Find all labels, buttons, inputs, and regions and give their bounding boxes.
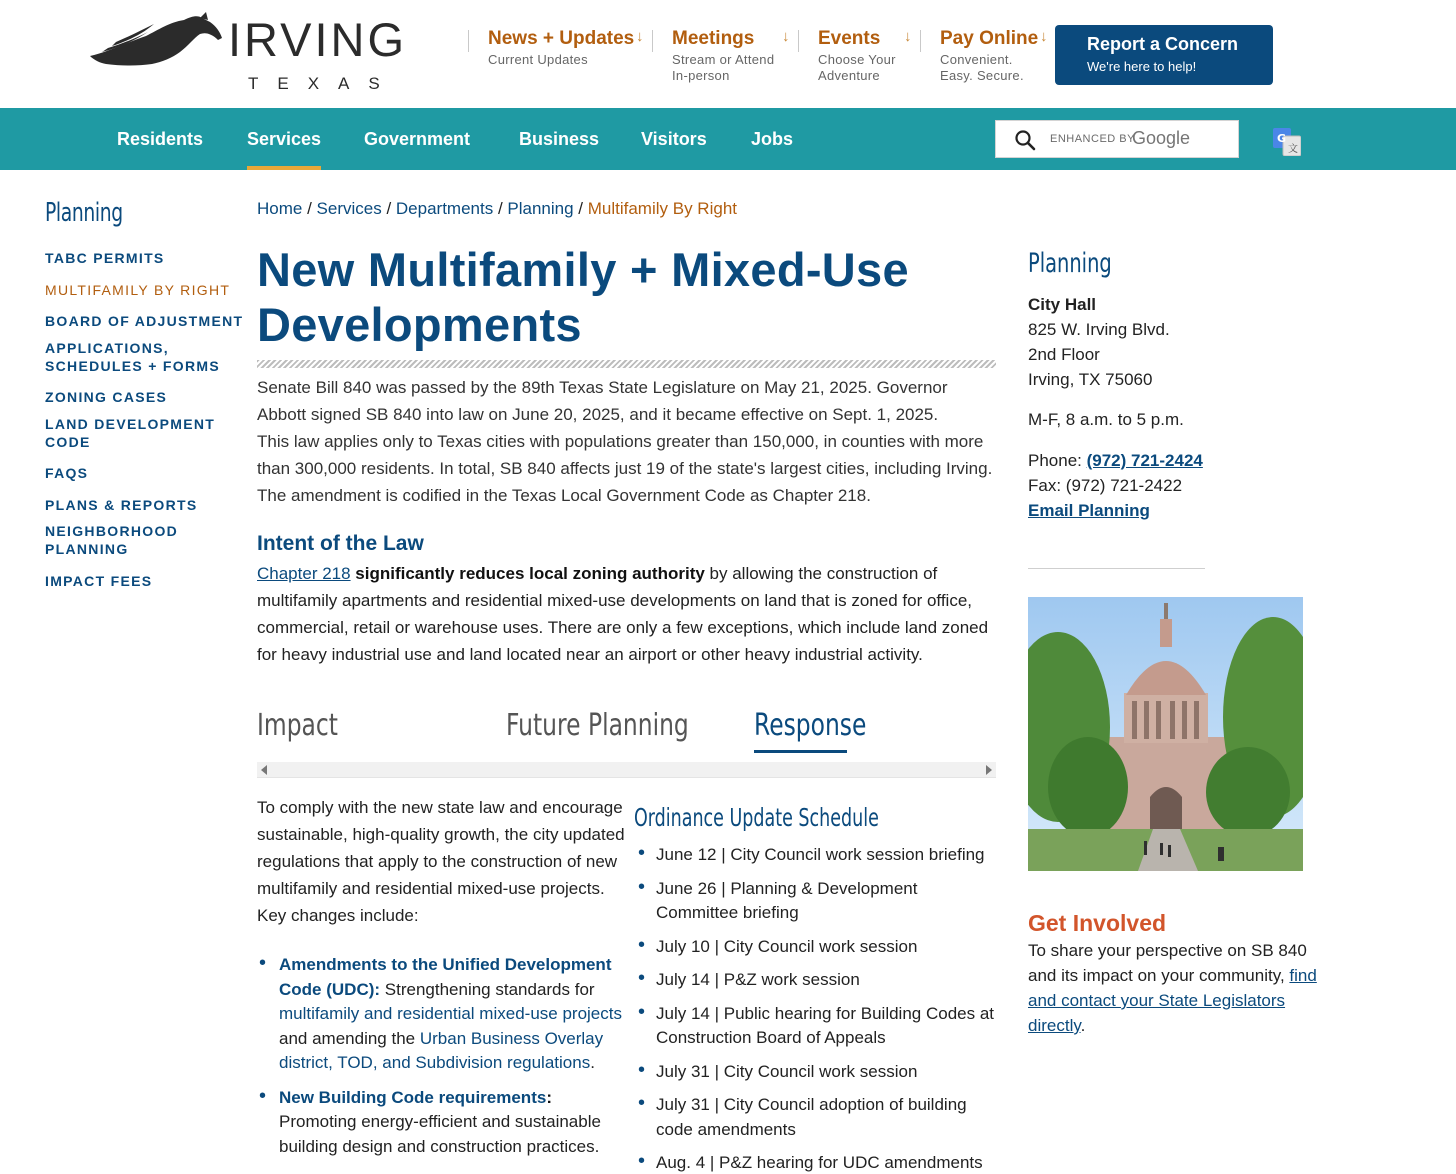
list-text: Promoting energy-efficient and sustainable building design and construction practices. <box>279 1112 601 1156</box>
intent-heading: Intent of the Law <box>257 532 424 555</box>
tab-response[interactable]: Response <box>754 708 867 743</box>
google-label: Google <box>1132 128 1191 148</box>
quick-link-sub: Convenient. <box>940 52 1013 67</box>
quick-link-sub: Adventure <box>818 68 880 83</box>
contact-title: Planning <box>1028 248 1112 279</box>
contact-address-line1: 825 W. Irving Blvd. <box>1028 320 1170 339</box>
quick-link-title: Meetings <box>672 28 755 49</box>
horse-logo-icon <box>88 12 228 70</box>
get-involved-heading: Get Involved <box>1028 910 1167 936</box>
quick-link-title: Pay Online <box>940 28 1039 49</box>
side-link-plans-reports[interactable]: PLANS & REPORTS <box>45 497 198 513</box>
urban-business-overlay-link[interactable]: Urban Business Overlay district, TOD, and Subdivision regulations <box>279 1028 604 1072</box>
state-legislators-link[interactable]: find and contact your State Legislators directly <box>1028 966 1317 1035</box>
list-item <box>257 953 627 1076</box>
side-link-board-of-adjustment[interactable]: BOARD OF ADJUSTMENT <box>45 313 244 329</box>
side-link-zoning-cases[interactable]: ZONING CASES <box>45 389 168 405</box>
schedule-item: • July 31 | City Council work session <box>636 1060 998 1085</box>
quick-link-title: News + Updates <box>488 28 635 49</box>
irving-logo[interactable] <box>88 12 418 93</box>
quick-link-sub: Stream or Attend <box>672 52 775 67</box>
logo-subtitle: TEXAS <box>248 74 399 93</box>
breadcrumb-sep: / <box>493 199 508 218</box>
breadcrumb-sep: / <box>302 199 317 218</box>
contact-address-line3: Irving, TX 75060 <box>1028 370 1153 389</box>
nav-business[interactable]: Business <box>519 129 600 149</box>
schedule-item: • July 14 | Public hearing for Building Codes at Construction Board of Appeals <box>636 1002 998 1051</box>
list-item <box>257 1086 627 1160</box>
schedule-item: • July 31 | City Council adoption of building code amendments <box>636 1093 998 1142</box>
contact-hours: M-F, 8 a.m. to 5 p.m. <box>1028 410 1184 429</box>
contact-address-line2: 2nd Floor <box>1028 345 1100 364</box>
report-title: Report a Concern <box>1087 34 1239 54</box>
contact-email <box>1028 498 1150 523</box>
multifamily-projects-link[interactable]: multifamily and residential mixed-use projects <box>279 1004 622 1023</box>
texas-capitol-image <box>1028 597 1303 871</box>
page-title-line1: New Multifamily + Mixed-Use <box>257 243 909 296</box>
left-nav-title[interactable]: Planning <box>45 198 123 228</box>
schedule-item: • June 26 | Planning & Development Committee briefing <box>636 877 998 926</box>
quick-link-pay-online[interactable] <box>920 26 1052 90</box>
page-title <box>257 242 997 352</box>
side-link-neighborhood[interactable]: NEIGHBORHOOD <box>45 523 179 539</box>
divider <box>468 30 469 52</box>
list-text: . <box>590 1053 595 1072</box>
get-involved-body: To share your perspective on SB 840 and its impact on your community, <box>1028 941 1307 985</box>
svg-text:文: 文 <box>1288 144 1298 155</box>
nav-residents[interactable]: Residents <box>117 129 204 149</box>
quick-link-sub: Easy. Secure. <box>940 68 1024 83</box>
schedule-item: • July 10 | City Council work session <box>636 935 998 960</box>
breadcrumb-home[interactable]: Home <box>257 199 303 218</box>
contact-building: City Hall <box>1028 295 1097 314</box>
translate-icon[interactable] <box>1273 128 1301 156</box>
search-input[interactable] <box>995 120 1239 158</box>
intro-paragraph-2: This law applies only to Texas cities with populations greater than 150,000, in counties with more than 300,000 residents. In total, SB 840 affects just 19 of the state's largest cities, including Irving. The amendment is codified in the Texas Local Government Code as Chapter 218. <box>257 432 993 505</box>
side-link-impact-fees[interactable]: IMPACT FEES <box>45 573 153 589</box>
phone-label: Phone: <box>1028 451 1087 470</box>
list-text: and amending the <box>279 1028 420 1048</box>
list-text: Strengthening standards for <box>380 979 595 999</box>
intent-bold-text: significantly reduces local zoning authority <box>350 564 705 583</box>
search-enhanced-label: ENHANCED BY <box>1050 133 1135 145</box>
divider <box>798 30 799 52</box>
side-link-land-development[interactable]: LAND DEVELOPMENT <box>45 416 216 432</box>
divider <box>652 30 653 52</box>
breadcrumb-services[interactable]: Services <box>316 199 382 218</box>
search-icon[interactable] <box>1014 129 1036 151</box>
quick-link-news[interactable] <box>468 26 648 90</box>
side-link-applications-line2[interactable]: SCHEDULES + FORMS <box>45 358 220 374</box>
side-link-applications[interactable]: APPLICATIONS, <box>45 340 169 356</box>
nav-jobs[interactable]: Jobs <box>751 129 794 149</box>
schedule-item: • Aug. 4 | P&Z hearing for UDC amendments <box>636 1151 998 1174</box>
side-link-neighborhood-line2[interactable]: PLANNING <box>45 541 129 557</box>
tab-impact[interactable]: Impact <box>257 708 338 743</box>
schedule-item: • June 12 | City Council work session briefing <box>636 843 998 868</box>
contact-phone <box>1028 448 1203 473</box>
site-header <box>0 0 1456 108</box>
arrow-down-icon: ↓ <box>636 28 644 45</box>
tab-scrollbar[interactable] <box>257 762 996 778</box>
intro-paragraph-1: Senate Bill 840 was passed by the 89th Texas State Legislature on May 21, 2025. Governor Abbott signed SB 840 into law on June 20, 2025, and it became effective on Sept. 1, 2025. <box>257 378 948 424</box>
side-link-faqs[interactable]: FAQS <box>45 465 89 481</box>
report-concern-button[interactable] <box>1055 25 1273 85</box>
response-changes-list <box>257 953 627 1169</box>
nav-visitors[interactable]: Visitors <box>641 129 707 149</box>
nav-services[interactable]: Services <box>247 108 321 170</box>
tab-future-planning[interactable]: Future Planning <box>506 708 689 743</box>
get-involved-text <box>1028 938 1333 1038</box>
get-involved-end: . <box>1080 1016 1086 1035</box>
svg-text:G: G <box>1277 132 1287 145</box>
breadcrumb-planning[interactable]: Planning <box>507 199 574 218</box>
tab-active-indicator <box>754 750 847 753</box>
scroll-left-icon[interactable] <box>261 765 267 775</box>
schedule-item: • July 14 | P&Z work session <box>636 968 998 993</box>
ordinance-schedule-list <box>636 843 998 1174</box>
quick-link-title: Events <box>818 28 881 49</box>
scroll-right-icon[interactable] <box>986 765 992 775</box>
report-subtitle: We're here to help! <box>1087 59 1197 74</box>
quick-link-sub: Current Updates <box>488 52 588 67</box>
intent-text: by allowing the construction of multifamily apartments and residential mixed-use developments on land that is zoned for office, commercial, retail or warehouse uses. There are only a few exceptions, which include land zoned for heavy industrial use and land located near an airport or other heavy industrial activity. <box>257 564 989 664</box>
phone-link[interactable]: (972) 721-2424 <box>1086 451 1203 470</box>
quick-link-meetings[interactable] <box>652 26 798 90</box>
side-link-land-development-line2[interactable]: CODE <box>45 434 91 450</box>
arrow-down-icon: ↓ <box>1040 28 1048 45</box>
breadcrumb-sep: / <box>573 199 588 218</box>
divider <box>920 30 921 52</box>
main-nav <box>0 108 1456 170</box>
side-link-tabc-permits[interactable]: TABC PERMITS <box>45 250 165 266</box>
response-paragraph: To comply with the new state law and encourage sustainable, high-quality growth, the city updated regulations that apply to the construction of new multifamily and residential mixed-use projects. Key changes include: <box>257 798 625 925</box>
chapter-218-link[interactable]: Chapter 218 <box>257 564 351 583</box>
breadcrumb-sep: / <box>381 199 396 218</box>
nav-government[interactable]: Government <box>364 129 471 149</box>
arrow-down-icon: ↓ <box>904 28 912 45</box>
contact-fax: Fax: (972) 721-2422 <box>1028 476 1183 495</box>
quick-link-sub: In-person <box>672 68 730 83</box>
sidebar-divider <box>1028 568 1205 569</box>
quick-link-events[interactable] <box>798 26 920 90</box>
breadcrumb-current: Multifamily By Right <box>587 199 737 218</box>
arrow-down-icon: ↓ <box>782 28 790 45</box>
udc-amendments-title: Amendments to the Unified Development Code (UDC): <box>279 955 612 999</box>
intent-paragraph <box>257 560 997 668</box>
logo-wordmark: IRVING <box>228 13 408 66</box>
page-title-line2: Developments <box>257 298 582 351</box>
schedule-title: Ordinance Update Schedule <box>634 803 879 832</box>
list-text: : <box>546 1087 552 1107</box>
building-code-title: New Building Code requirements <box>279 1087 547 1107</box>
email-planning-link[interactable]: Email Planning <box>1028 501 1150 520</box>
side-link-multifamily-by-right[interactable]: MULTIFAMILY BY RIGHT <box>45 282 231 298</box>
title-divider <box>257 360 996 368</box>
quick-link-sub: Choose Your <box>818 52 896 67</box>
breadcrumb-departments[interactable]: Departments <box>395 199 494 218</box>
breadcrumb <box>257 198 737 220</box>
